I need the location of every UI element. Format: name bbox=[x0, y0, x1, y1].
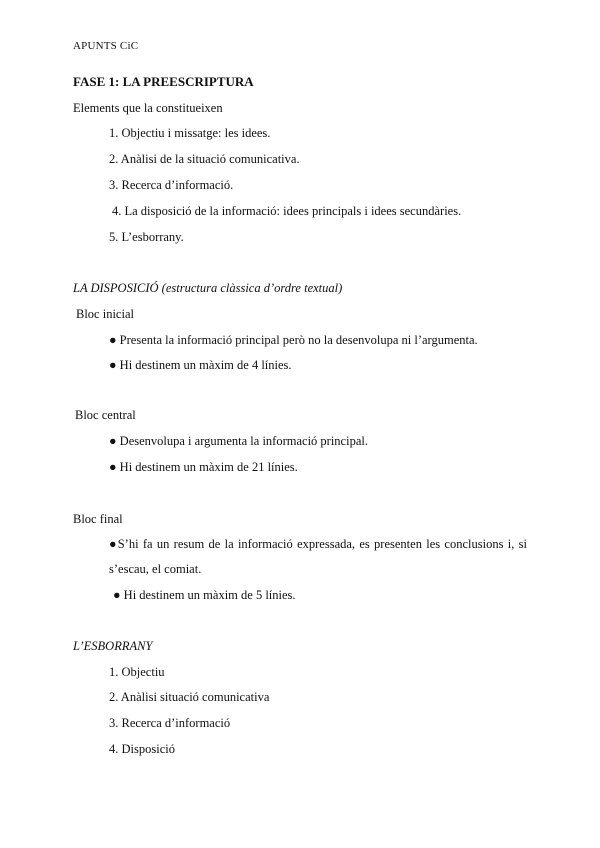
esborrany-item: 1. Objectiu bbox=[109, 665, 165, 679]
bullet-item: ● Hi destinem un màxim de 5 línies. bbox=[113, 588, 296, 602]
section-title: FASE 1: LA PREESCRIPTURA bbox=[73, 74, 254, 89]
bullet-item: ● Desenvolupa i argumenta la informació principal. bbox=[109, 434, 368, 448]
disposicio-heading: LA DISPOSICIÓ (estructura clàssica d’ordre textual) bbox=[73, 281, 343, 295]
esborrany-heading: L’ESBORRANY bbox=[73, 639, 153, 653]
bullet-paragraph: ●S’hi fa un resum de la informació expressada, es presenten les conclusions i, si s’escau, el comiat. bbox=[109, 537, 527, 576]
bullet-item: ● Hi destinem un màxim de 21 línies. bbox=[109, 460, 298, 474]
bloc-central-label: Bloc central bbox=[75, 408, 136, 422]
bloc-inicial-label: Bloc inicial bbox=[76, 307, 134, 321]
bloc-final-label: Bloc final bbox=[73, 512, 123, 526]
phase-item: 5. L’esborrany. bbox=[109, 230, 184, 244]
bullet-item: ● Presenta la informació principal però no la desenvolupa ni l’argumenta. bbox=[109, 333, 478, 347]
page-header: APUNTS CiC bbox=[73, 40, 139, 52]
esborrany-item: 4. Disposició bbox=[109, 742, 175, 756]
phase-item: 1. Objectiu i missatge: les idees. bbox=[109, 126, 271, 140]
intro-text: Elements que la constitueixen bbox=[73, 101, 223, 115]
phase-item: 3. Recerca d’informació. bbox=[109, 178, 234, 192]
esborrany-item: 3. Recerca d’informació bbox=[109, 716, 231, 730]
esborrany-item: 2. Anàlisi situació comunicativa bbox=[109, 690, 270, 704]
phase-item: 4. La disposició de la informació: idees principals i idees secundàries. bbox=[112, 204, 462, 218]
phase-item: 2. Anàlisi de la situació comunicativa. bbox=[109, 152, 300, 166]
bullet-item: ● Hi destinem un màxim de 4 línies. bbox=[109, 358, 292, 372]
